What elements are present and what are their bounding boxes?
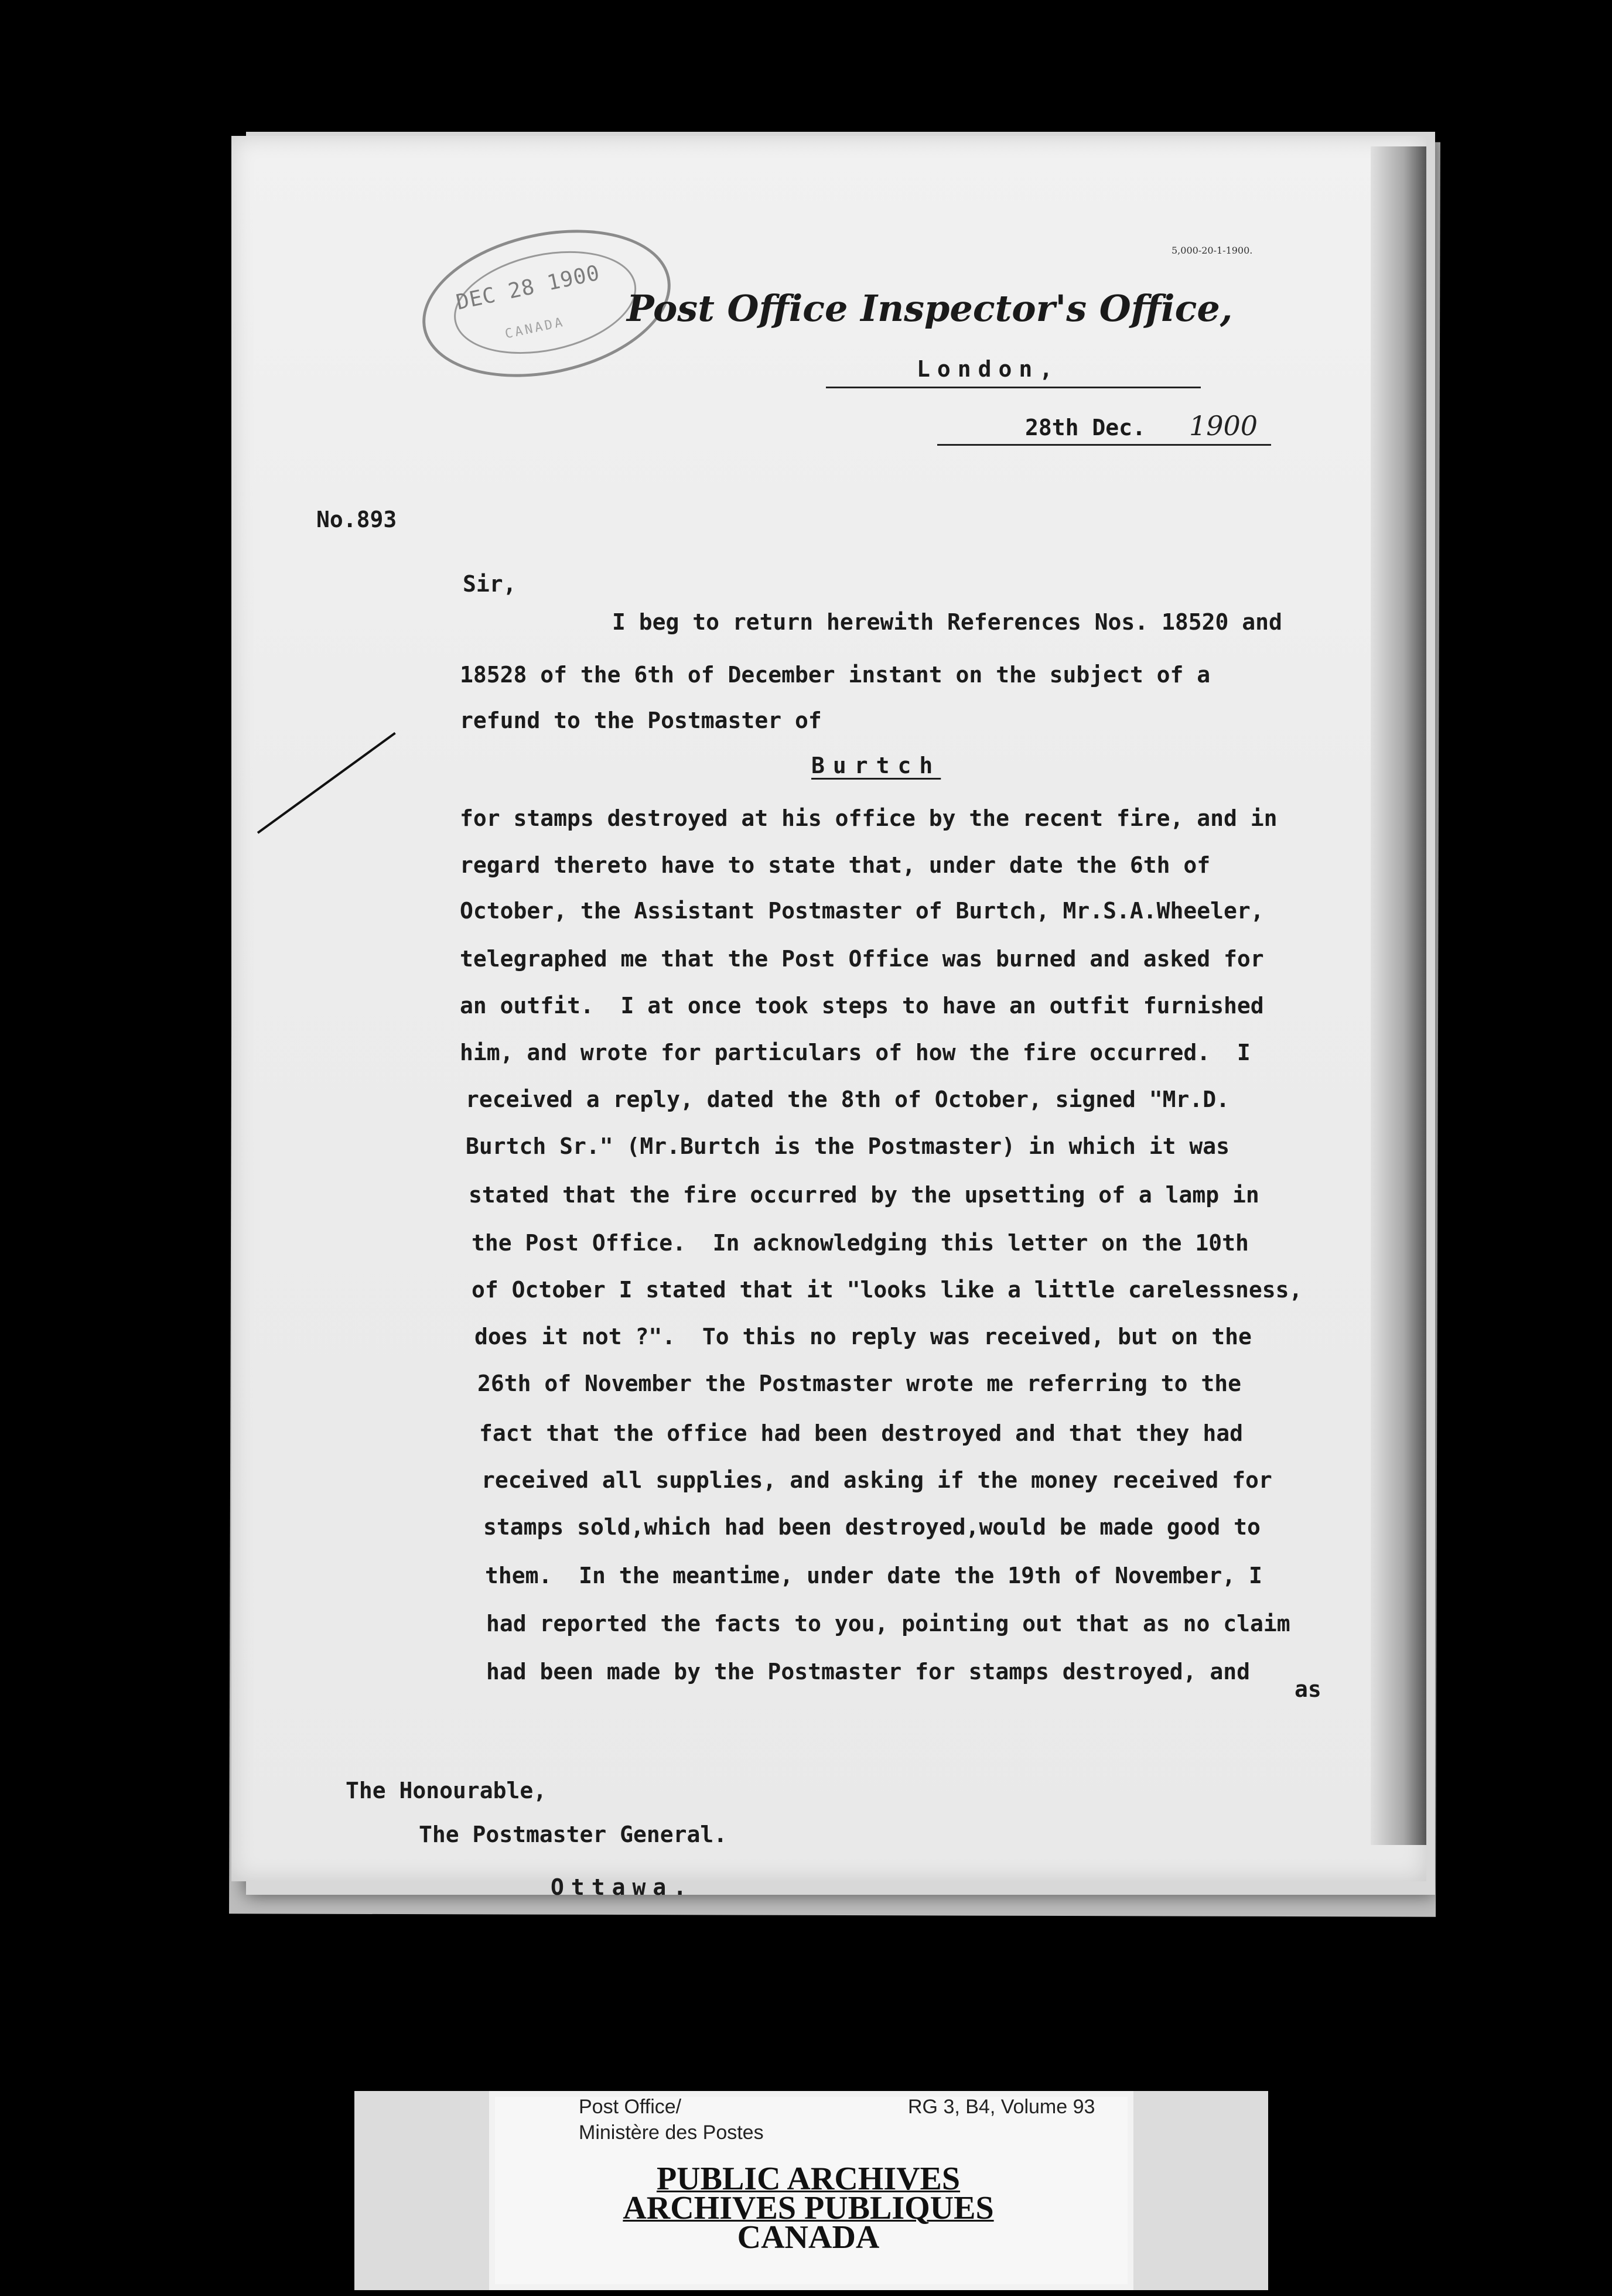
label-right-tab (1133, 2091, 1268, 2290)
addressee-line-3: Ottawa. (551, 1874, 694, 1900)
body-line: 18528 of the 6th of December instant on the subject of a (460, 662, 1211, 688)
letter-date: 28th Dec. (1025, 415, 1146, 440)
body-line: an outfit. I at once took steps to have an outfit furnished (460, 993, 1264, 1019)
body-line: for stamps destroyed at his office by the recent fire, and in (460, 805, 1278, 831)
body-line: had reported the facts to you, pointing out that as no claim (486, 1611, 1290, 1636)
body-line: the Post Office. In acknowledging this letter on the 10th (472, 1230, 1249, 1256)
body-line: regard thereto have to state that, under date the 6th of (460, 852, 1211, 878)
body-line: received a reply, dated the 8th of October, signed "Mr.D. (466, 1086, 1230, 1112)
body-line: telegraphed me that the Post Office was burned and asked for (460, 946, 1264, 972)
addressee-line-2: The Postmaster General. (419, 1822, 728, 1847)
office-name: Burtch (811, 753, 941, 778)
letterhead: Post Office Inspector's Office, (627, 287, 1233, 330)
label-department-fr: Ministère des Postes (579, 2121, 764, 2144)
body-line: fact that the office had been destroyed and that they had (479, 1420, 1244, 1446)
stamp-country: CANADA (503, 315, 566, 342)
body-line: them. In the meantime, under date the 19th of November, I (485, 1563, 1262, 1588)
body-line: had been made by the Postmaster for stamps destroyed, and (486, 1659, 1251, 1685)
stamp-date: DEC 28 1900 (454, 261, 602, 315)
label-reference: RG 3, B4, Volume 93 (908, 2096, 1095, 2118)
body-line: October, the Assistant Postmaster of Burtch, Mr.S.A.Wheeler, (460, 898, 1264, 924)
body-line: received all supplies, and asking if the money received for (481, 1467, 1272, 1493)
reference-number: No.893 (316, 507, 397, 532)
body-line: does it not ?". To this no reply was received, but on the (474, 1324, 1252, 1349)
archives-line-1: PUBLIC ARCHIVES (656, 2161, 961, 2197)
salutation: Sir, (463, 571, 517, 597)
label-left-tab (354, 2091, 489, 2290)
catchword: as (1295, 1676, 1321, 1702)
archives-line-3: CANADA (737, 2219, 880, 2256)
body-line: refund to the Postmaster of (460, 708, 822, 733)
body-line: him, and wrote for particulars of how the fire occurred. I (460, 1040, 1251, 1065)
city-rule (826, 387, 1201, 388)
body-line: 26th of November the Postmaster wrote me referring to the (477, 1371, 1242, 1396)
body-line: I beg to return herewith References Nos. 18520 and (612, 609, 1282, 635)
print-code: 5,000-20-1-1900. (1172, 245, 1253, 256)
archives-line-2: ARCHIVES PUBLIQUES (623, 2190, 994, 2226)
date-rule (937, 444, 1271, 446)
body-line: stated that the fire occurred by the upsetting of a lamp in (469, 1182, 1259, 1208)
addressee-line-1: The Honourable, (346, 1778, 547, 1803)
city: London, (917, 356, 1060, 382)
body-line: Burtch Sr." (Mr.Burtch is the Postmaster) in which it was (466, 1133, 1230, 1159)
label-department-en: Post Office/ (579, 2096, 682, 2118)
page-edge-shadow (1371, 146, 1426, 1845)
body-line: stamps sold,which had been destroyed,would be made good to (483, 1514, 1261, 1540)
letter-year: 1900 (1189, 410, 1258, 442)
body-line: of October I stated that it "looks like a little carelessness, (472, 1277, 1303, 1303)
